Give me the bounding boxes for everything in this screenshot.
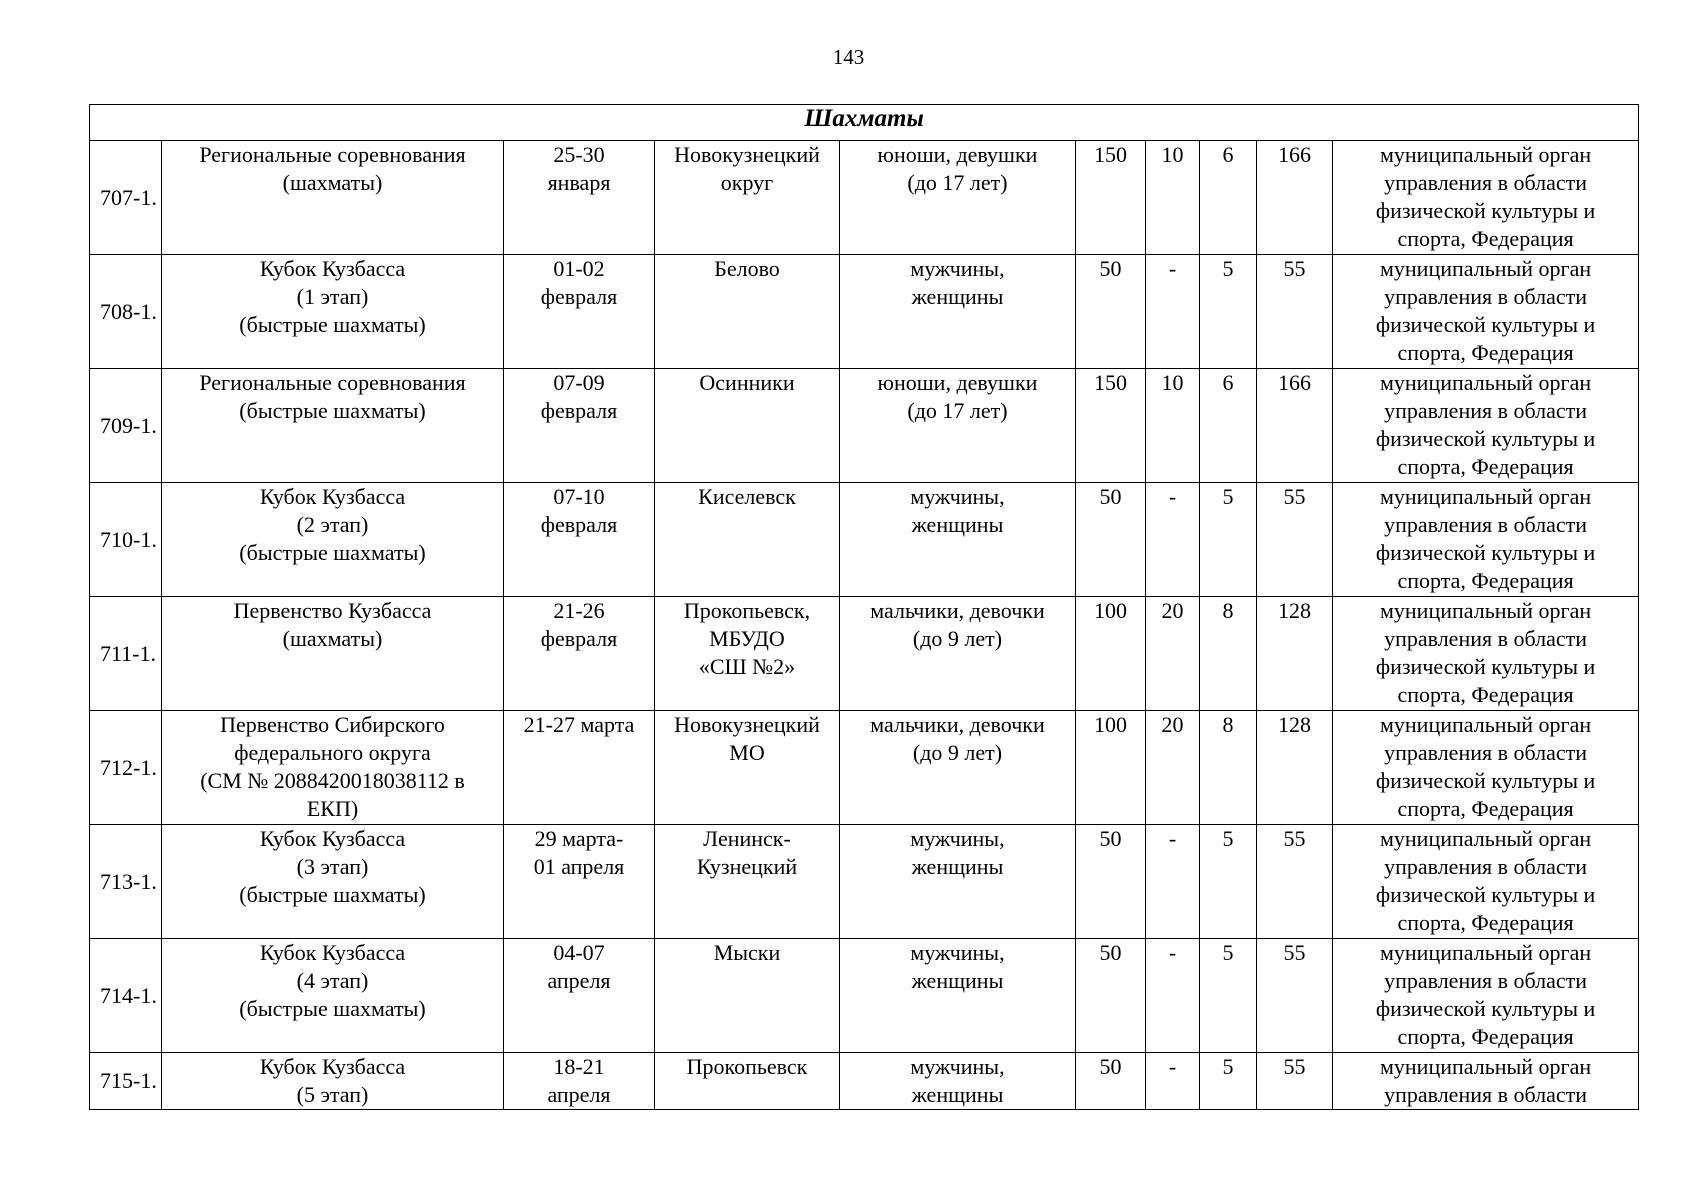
judges-count-cell: 8 bbox=[1200, 597, 1257, 711]
event-place-cell: Киселевск bbox=[655, 483, 840, 597]
coaches-count-cell: 10 bbox=[1146, 141, 1200, 255]
participants-count-cell: 100 bbox=[1076, 711, 1146, 825]
total-count-cell: 55 bbox=[1257, 939, 1333, 1053]
event-dates-cell: 21-26 февраля bbox=[504, 597, 655, 711]
coaches-count-cell: 10 bbox=[1146, 369, 1200, 483]
organizer-cell: муниципальный орган управления в области физической культуры и спорта, Федерация bbox=[1333, 825, 1639, 939]
event-dates-cell: 07-09 февраля bbox=[504, 369, 655, 483]
judges-count-cell: 5 bbox=[1200, 1053, 1257, 1110]
event-name-cell: Первенство Сибирского федерального округа (СМ № 2088420018038112 в ЕКП) bbox=[162, 711, 504, 825]
participants-count-cell: 100 bbox=[1076, 597, 1146, 711]
judges-count-cell: 6 bbox=[1200, 369, 1257, 483]
event-dates-cell: 21-27 марта bbox=[504, 711, 655, 825]
total-count-cell: 166 bbox=[1257, 369, 1333, 483]
total-count-cell: 55 bbox=[1257, 1053, 1333, 1110]
participants-count-cell: 50 bbox=[1076, 255, 1146, 369]
event-name-cell: Региональные соревнования (быстрые шахматы) bbox=[162, 369, 504, 483]
organizer-cell: муниципальный орган управления в области физической культуры и спорта, Федерация bbox=[1333, 939, 1639, 1053]
event-place-cell: Прокопьевск, МБУДО «СШ №2» bbox=[655, 597, 840, 711]
organizer-cell: муниципальный орган управления в области физической культуры и спорта, Федерация bbox=[1333, 597, 1639, 711]
coaches-count-cell: 20 bbox=[1146, 597, 1200, 711]
table-row bbox=[90, 1053, 1639, 1110]
judges-count-cell: 5 bbox=[1200, 825, 1257, 939]
event-number-cell: 713-1. bbox=[90, 825, 162, 939]
event-place-cell: Осинники bbox=[655, 369, 840, 483]
event-name-cell: Кубок Кузбасса (1 этап) (быстрые шахматы) bbox=[162, 255, 504, 369]
event-participants-cell: мужчины, женщины bbox=[840, 483, 1076, 597]
participants-count-cell: 150 bbox=[1076, 369, 1146, 483]
table-row bbox=[90, 141, 1639, 255]
judges-count-cell: 6 bbox=[1200, 141, 1257, 255]
event-participants-cell: мужчины, женщины bbox=[840, 825, 1076, 939]
organizer-cell: муниципальный орган управления в области bbox=[1333, 1053, 1639, 1110]
judges-count-cell: 5 bbox=[1200, 255, 1257, 369]
event-name-cell: Кубок Кузбасса (5 этап) bbox=[162, 1053, 504, 1110]
participants-count-cell: 150 bbox=[1076, 141, 1146, 255]
events-table bbox=[89, 104, 1639, 1110]
event-participants-cell: мужчины, женщины bbox=[840, 255, 1076, 369]
organizer-cell: муниципальный орган управления в области физической культуры и спорта, Федерация bbox=[1333, 711, 1639, 825]
event-number-cell: 708-1. bbox=[90, 255, 162, 369]
total-count-cell: 55 bbox=[1257, 483, 1333, 597]
judges-count-cell: 5 bbox=[1200, 939, 1257, 1053]
event-participants-cell: мужчины, женщины bbox=[840, 1053, 1076, 1110]
table-row bbox=[90, 825, 1639, 939]
coaches-count-cell: - bbox=[1146, 255, 1200, 369]
event-place-cell: Ленинск- Кузнецкий bbox=[655, 825, 840, 939]
event-place-cell: Мыски bbox=[655, 939, 840, 1053]
organizer-cell: муниципальный орган управления в области физической культуры и спорта, Федерация bbox=[1333, 369, 1639, 483]
coaches-count-cell: - bbox=[1146, 1053, 1200, 1110]
judges-count-cell: 5 bbox=[1200, 483, 1257, 597]
event-name-cell: Первенство Кузбасса (шахматы) bbox=[162, 597, 504, 711]
page-number: 143 bbox=[832, 45, 865, 69]
judges-count-cell: 8 bbox=[1200, 711, 1257, 825]
table-row bbox=[90, 711, 1639, 825]
total-count-cell: 128 bbox=[1257, 711, 1333, 825]
event-name-cell: Кубок Кузбасса (3 этап) (быстрые шахматы) bbox=[162, 825, 504, 939]
organizer-cell: муниципальный орган управления в области физической культуры и спорта, Федерация bbox=[1333, 141, 1639, 255]
event-place-cell: Прокопьевск bbox=[655, 1053, 840, 1110]
event-dates-cell: 29 марта- 01 апреля bbox=[504, 825, 655, 939]
event-number-cell: 714-1. bbox=[90, 939, 162, 1053]
event-number-cell: 710-1. bbox=[90, 483, 162, 597]
event-name-cell: Региональные соревнования (шахматы) bbox=[162, 141, 504, 255]
event-number-cell: 711-1. bbox=[90, 597, 162, 711]
table-row bbox=[90, 483, 1639, 597]
table-row bbox=[90, 255, 1639, 369]
event-place-cell: Новокузнецкий округ bbox=[655, 141, 840, 255]
event-participants-cell: мальчики, девочки (до 9 лет) bbox=[840, 597, 1076, 711]
event-participants-cell: юноши, девушки (до 17 лет) bbox=[840, 141, 1076, 255]
participants-count-cell: 50 bbox=[1076, 825, 1146, 939]
event-number-cell: 712-1. bbox=[90, 711, 162, 825]
event-name-cell: Кубок Кузбасса (2 этап) (быстрые шахматы) bbox=[162, 483, 504, 597]
table-row bbox=[90, 939, 1639, 1053]
event-dates-cell: 04-07 апреля bbox=[504, 939, 655, 1053]
total-count-cell: 55 bbox=[1257, 825, 1333, 939]
table-row bbox=[90, 597, 1639, 711]
event-place-cell: Белово bbox=[655, 255, 840, 369]
event-number-cell: 707-1. bbox=[90, 141, 162, 255]
coaches-count-cell: - bbox=[1146, 939, 1200, 1053]
event-dates-cell: 07-10 февраля bbox=[504, 483, 655, 597]
coaches-count-cell: - bbox=[1146, 825, 1200, 939]
section-title: Шахматы bbox=[90, 105, 1639, 141]
coaches-count-cell: 20 bbox=[1146, 711, 1200, 825]
organizer-cell: муниципальный орган управления в области физической культуры и спорта, Федерация bbox=[1333, 483, 1639, 597]
event-participants-cell: мальчики, девочки (до 9 лет) bbox=[840, 711, 1076, 825]
total-count-cell: 166 bbox=[1257, 141, 1333, 255]
event-dates-cell: 25-30 января bbox=[504, 141, 655, 255]
event-number-cell: 715-1. bbox=[90, 1053, 162, 1110]
event-name-cell: Кубок Кузбасса (4 этап) (быстрые шахматы) bbox=[162, 939, 504, 1053]
coaches-count-cell: - bbox=[1146, 483, 1200, 597]
event-participants-cell: мужчины, женщины bbox=[840, 939, 1076, 1053]
section-title-row bbox=[90, 105, 1639, 141]
participants-count-cell: 50 bbox=[1076, 1053, 1146, 1110]
event-dates-cell: 01-02 февраля bbox=[504, 255, 655, 369]
participants-count-cell: 50 bbox=[1076, 483, 1146, 597]
total-count-cell: 128 bbox=[1257, 597, 1333, 711]
event-number-cell: 709-1. bbox=[90, 369, 162, 483]
table-row bbox=[90, 369, 1639, 483]
total-count-cell: 55 bbox=[1257, 255, 1333, 369]
event-dates-cell: 18-21 апреля bbox=[504, 1053, 655, 1110]
event-participants-cell: юноши, девушки (до 17 лет) bbox=[840, 369, 1076, 483]
event-place-cell: Новокузнецкий МО bbox=[655, 711, 840, 825]
organizer-cell: муниципальный орган управления в области физической культуры и спорта, Федерация bbox=[1333, 255, 1639, 369]
participants-count-cell: 50 bbox=[1076, 939, 1146, 1053]
